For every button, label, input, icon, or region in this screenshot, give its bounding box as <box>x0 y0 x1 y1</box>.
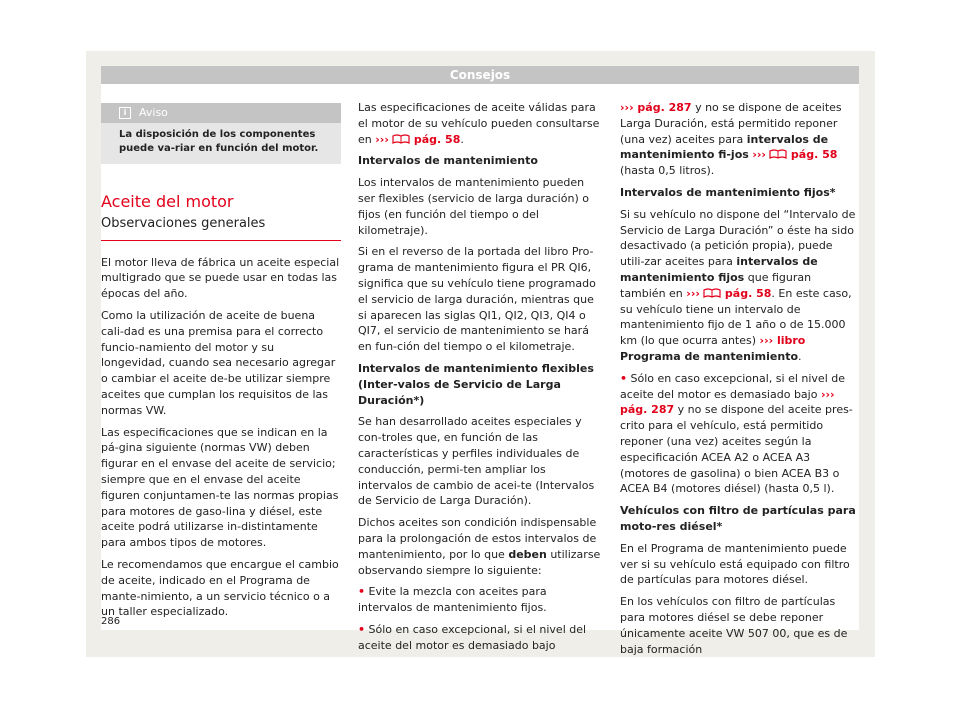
page-ref[interactable]: ››› pág. 287 <box>620 387 835 417</box>
list-item-text: Evite la mezcla con aceites para intervalos de mantenimiento fijos. <box>358 585 547 615</box>
paragraph <box>620 100 858 179</box>
list-item <box>358 622 602 654</box>
notice-header <box>101 103 341 123</box>
bullet-icon: • <box>358 585 366 599</box>
notice-title: Aviso <box>139 106 168 120</box>
bullet-icon: • <box>358 622 366 636</box>
info-icon: i <box>119 107 131 119</box>
paragraph-text: Si su vehículo no dispone del “Intervalo de Servicio de Larga Duración” o éste ha sido desactivado (a petición propia), puede utili-zar aceites para <box>620 207 856 269</box>
paragraph-text: (hasta 0,5 litros). <box>620 164 715 178</box>
emphasis-text: intervalos de mantenimiento fijos <box>620 255 818 284</box>
paragraph: En los vehículos con filtro de partículas para motores diésel se debe reponer únicamente aceite VW 507 00, que es de baja formación <box>620 595 848 656</box>
section-subtitle: Observaciones generales <box>101 216 341 241</box>
paragraph: Como la utilización de aceite de buena cali-dad es una premisa para el correcto funcio-namiento del motor y su longevidad, cuando sea necesario agregar o cambiar el aceite de-be utilizar siempre aceites que cumplan los requisitos de las normas VW. <box>101 308 336 417</box>
subheading: Intervalos de mantenimiento fijos* <box>620 185 836 199</box>
emphasis-text: Programa de mantenimiento <box>620 349 799 363</box>
list-item-text: Sólo en caso excepcional, si el nivel del aceite del motor es demasiado bajo <box>358 622 587 652</box>
paragraph: Le recomendamos que encargue el cambio de aceite, indicado en el Programa de mante-nimiento, a un servicio técnico o a un taller especializado. <box>101 557 339 619</box>
paragraph: Las especificaciones de aceite válidas para el motor de su vehículo pueden consultarse en ››› pág. 58. <box>358 101 600 146</box>
bullet-icon: • <box>620 371 628 385</box>
page-ref-arrows[interactable]: ››› <box>686 286 700 300</box>
paragraph <box>358 515 602 578</box>
page-ref-arrows[interactable]: ››› <box>375 132 389 146</box>
list-item-text: Sólo en caso excepcional, si el nivel de aceite del motor es demasiado bajo <box>620 371 846 401</box>
column-2 <box>358 100 602 660</box>
paragraph: En el Programa de mantenimiento puede ver si su vehículo está equipado con filtro de partículas para motores diésel. <box>620 541 850 587</box>
column-3 <box>620 100 858 663</box>
page-ref[interactable]: pág. 58 <box>724 286 772 300</box>
page-ref[interactable]: ››› pág. 287 <box>620 101 692 114</box>
paragraph-text: y no se dispone de aceites Larga Duración, está permitido reponer (una vez) aceites para <box>620 101 842 146</box>
page-ref-arrows[interactable]: ››› <box>752 148 766 162</box>
paragraph: Si su vehículo no dispone del “Intervalo de Servicio de Larga Duración” o éste ha sido desactivado (a petición propia), puede utili-zar aceites para intervalos de mantenimiento fijos que figuran también en ››› pág. 58. En este caso, su vehículo tiene un intervalo de mantenimiento fijo de 1 año o de 15.000 km (lo que ocurra antes) ››› libro Programa de mantenimiento. <box>620 207 856 363</box>
paragraph-text: Dichos aceites son condición indispensable para la prolongación de estos intervalos de mantenimiento, por lo que <box>358 516 597 561</box>
emphasis-text: intervalos de mantenimiento fi-jos <box>620 132 829 162</box>
notice-text: La disposición de los componentes puede va-riar en función del motor. <box>119 129 319 154</box>
page-ref[interactable]: pág. 58 <box>790 148 838 162</box>
section-title: Aceite del motor <box>101 192 234 211</box>
book-icon <box>769 149 787 159</box>
paragraph-text: utilizarse observando siempre lo siguiente: <box>358 547 601 577</box>
subheading: Vehículos con filtro de partículas para moto-res diésel* <box>620 504 856 533</box>
column-1 <box>101 103 341 626</box>
paragraph: Las especificaciones que se indican en la pá-gina siguiente (normas VW) deben figurar en el envase del aceite de servicio; siempre que en el envase del aceite figuren conjuntamen-te las normas propias para motores de gaso-lina y diésel, este aceite podrá utilizarse in-distintamente para ambos tipos de motores. <box>101 425 339 550</box>
page-ref[interactable]: pág. 58 <box>413 132 461 146</box>
paragraph-text: Las especificaciones de aceite válidas para el motor de su vehículo pueden consultarse en <box>358 101 600 146</box>
paragraph: Si en el reverso de la portada del libro Pro-grama de mantenimiento figura el PR QI6, significa que su vehículo tiene programado el servicio de larga duración, mientras que si aparecen las siglas QI1, QI2, QI3, QI4 o QI7, el servicio de mantenimiento se hará en fun-ción del tiempo o el kilometraje. <box>358 245 596 354</box>
subheading: Intervalos de mantenimiento <box>358 154 538 168</box>
emphasis-text: deben <box>508 547 547 561</box>
list-item-text: y no se dispone del aceite pres-crito para el vehículo, está permitido reponer (una vez) aceites según la especificación ACEA A2 o ACEA A3 (motores de gasolina) o bien ACEA B3 o ACEA B4 (motores diésel) (hasta 0,5 l). <box>620 403 853 496</box>
list-item <box>620 371 858 497</box>
subheading: Intervalos de mantenimiento flexibles (Inter-valos de Servicio de Larga Duración*) <box>358 361 594 407</box>
notice-box <box>101 103 341 164</box>
paragraph-text: que figuran también en <box>620 270 812 300</box>
book-icon <box>703 288 721 298</box>
paragraph: Los intervalos de mantenimiento pueden ser flexibles (servicio de larga duración) o fijos (en función del tiempo o del kilometraje). <box>358 176 589 237</box>
book-icon <box>392 134 410 144</box>
book-ref[interactable]: ››› libro <box>759 334 806 348</box>
chapter-header: Consejos <box>101 66 859 84</box>
page-number: 286 <box>101 616 121 627</box>
list-item <box>358 584 602 616</box>
paragraph-text: . En este caso, su vehículo tiene un intervalo de mantenimiento fijo de 1 año o de 15.000 km (lo que ocurra antes) <box>620 286 852 348</box>
paragraph: El motor lleva de fábrica un aceite especial multigrado que se puede usar en todas las épocas del año. <box>101 255 340 301</box>
paragraph: Se han desarrollado aceites especiales y con-troles que, en función de las características y perfiles individuales de conducción, permi-ten ampliar los intervalos de cambio de acei-te (Intervalos de Servicio de Larga Duración). <box>358 415 595 508</box>
